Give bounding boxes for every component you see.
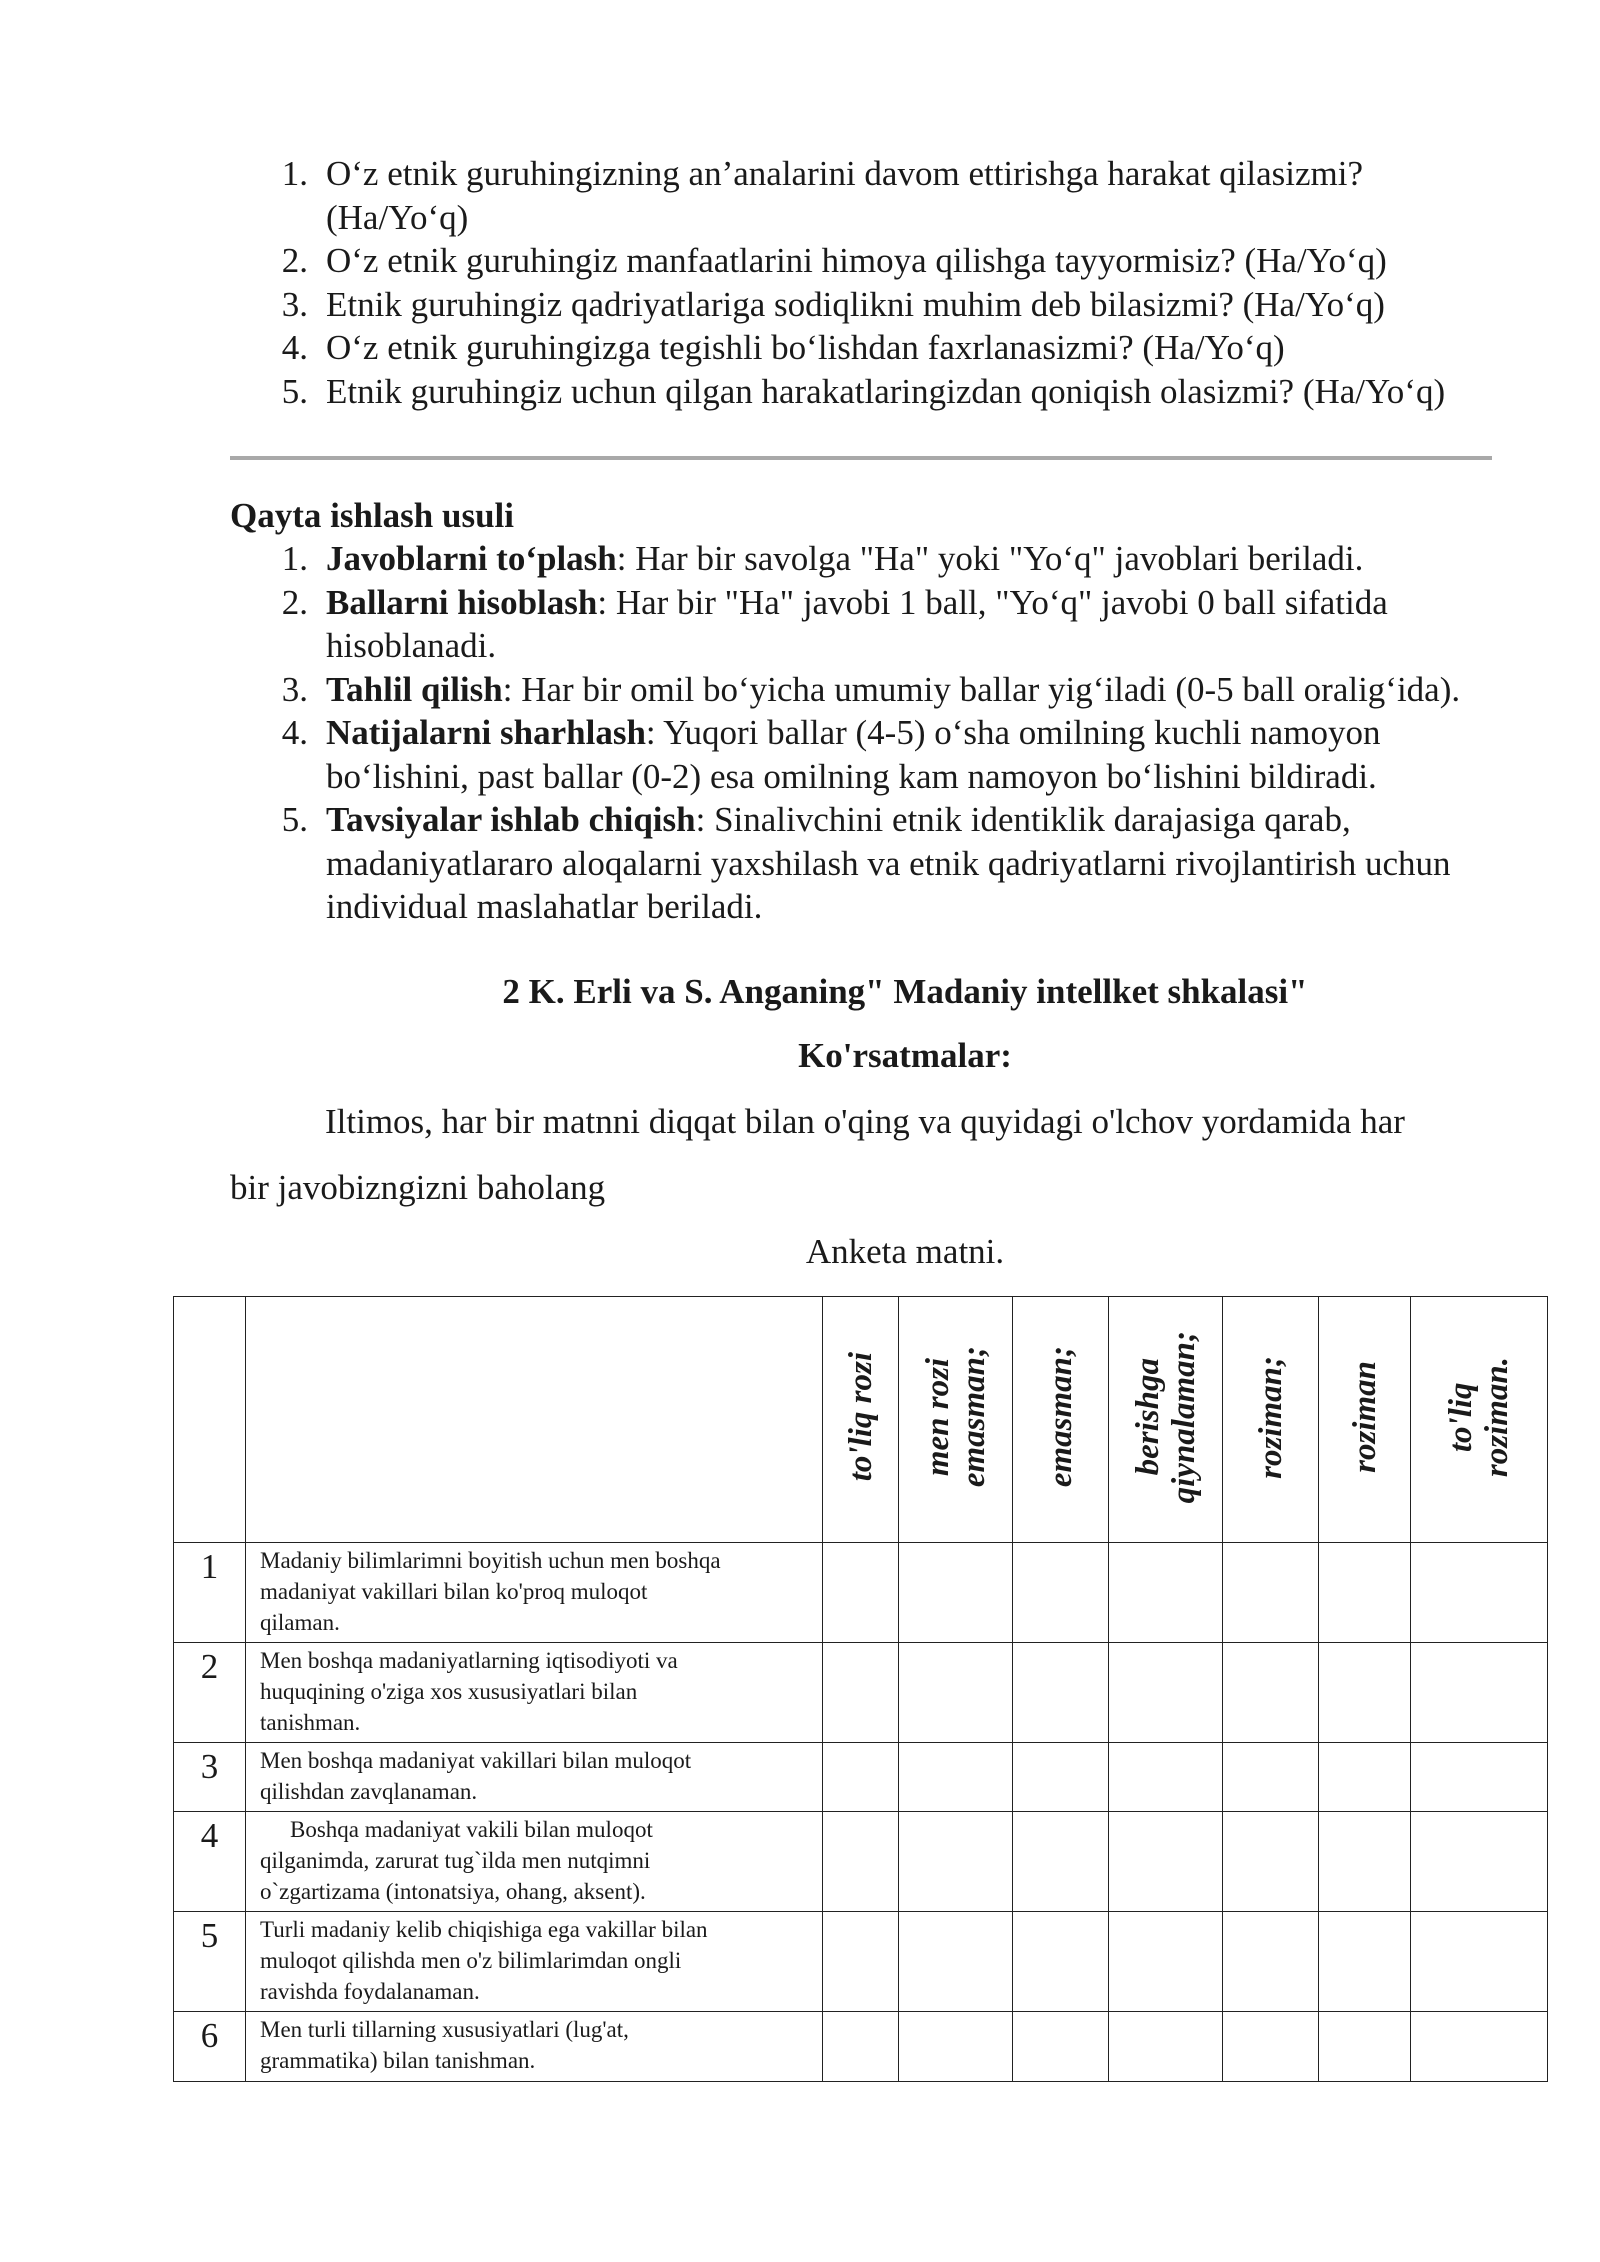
scale-label: roziman xyxy=(1346,1361,1383,1473)
row-number: 6 xyxy=(174,2012,246,2082)
rating-cell[interactable] xyxy=(1013,2012,1109,2082)
rating-cell[interactable] xyxy=(823,1543,899,1643)
list-item: 5. Etnik guruhingiz uchun qilgan harakatlaringizdan qoniqish olasizmi? (Ha/Yo‘q) xyxy=(281,371,1446,411)
rating-table xyxy=(173,1296,1548,2082)
list-item: 4. Natijalarni sharhlash: Yuqori ballar (4-5) o‘sha omilning kuchli namoyon bo‘lishini, past ballar (0-2) esa omilning kam namoyon bo‘lishini bildiradi. xyxy=(281,713,1381,796)
step-text: : Har bir omil bo‘yicha umumiy ballar yig‘iladi (0-5 ball oralig‘ida). xyxy=(502,669,1461,709)
row-number: 3 xyxy=(174,1743,246,1812)
header-scale-cell xyxy=(1013,1297,1109,1543)
rating-cell[interactable] xyxy=(823,1643,899,1743)
step-text: : Har bir savolga "Ha" yoki "Yo‘q" javoblari beriladi. xyxy=(616,539,1364,578)
list-item: 3. Tahlil qilish: Har bir omil bo‘yicha umumiy ballar yig‘iladi (0-5 ball oralig‘ida). xyxy=(281,669,1461,709)
rating-cell[interactable] xyxy=(1223,1912,1319,2012)
rating-cell[interactable] xyxy=(899,1743,1013,1812)
scale-label: to'liq roziman. xyxy=(1443,1356,1515,1478)
list-item: 2. Ballarni hisoblash: Har bir "Ha" javobi 1 ball, "Yo‘q" javobi 0 ball sifatida hisoblanadi. xyxy=(281,582,1388,665)
scale-label: to'liq rozi xyxy=(842,1352,879,1482)
step-text: : Yuqori ballar (4-5) o‘sha omilning kuchli namoyon bo‘lishini, past ballar (0-2) esa omilning kam namoyon bo‘lishini bildiradi. xyxy=(326,713,1381,796)
rating-cell[interactable] xyxy=(1411,1643,1548,1743)
question-text: O‘z etnik guruhingiz manfaatlarini himoya qilishga tayyormisiz? (Ha/Yo‘q) xyxy=(326,241,1387,280)
scale-title: 2 K. Erli va S. Anganing" Madaniy intellket shkalasi" xyxy=(502,972,1308,1011)
statement-cell: Men boshqa madaniyatlarning iqtisodiyoti va huquqining o'ziga xos xususiyatlari bilan tanishman. xyxy=(246,1643,823,1743)
header-scale-cell xyxy=(823,1297,899,1543)
question-text: O‘z etnik guruhingizning an’analarini davom ettirishga harakat qilasizmi? (Ha/Yo‘q) xyxy=(326,154,1364,237)
row-number: 1 xyxy=(174,1543,246,1643)
scale-label: berishga qiynalaman; xyxy=(1129,1330,1202,1504)
step-term: Natijalarni sharhlash xyxy=(326,713,646,752)
instructions-text-line2: bir javobizngizni baholang xyxy=(230,1168,606,1207)
table-row xyxy=(174,1812,1548,1912)
rating-cell[interactable] xyxy=(823,1812,899,1912)
rating-cell[interactable] xyxy=(1109,1743,1223,1812)
step-text: : Sinalivchini etnik identiklik darajasiga qarab, madaniyatlararo aloqalarni yaxshilash va etnik qadriyatlarni rivojlantirish uchun individual maslahatlar beriladi. xyxy=(326,800,1451,926)
statement-cell: Men turli tillarning xususiyatlari (lug'at, grammatika) bilan tanishman. xyxy=(246,2012,823,2082)
questionnaire-title: Anketa matni. xyxy=(805,1232,1005,1271)
list-item: 5. Tavsiyalar ishlab chiqish: Sinalivchini etnik identiklik darajasiga qarab, madaniyatlararo aloqalarni yaxshilash va etnik qadriyatlarni rivojlantirish uchun individual maslahatlar beriladi. xyxy=(281,800,1451,926)
header-scale-cell xyxy=(1411,1297,1548,1543)
table-row xyxy=(174,2012,1548,2082)
rating-cell[interactable] xyxy=(1013,1643,1109,1743)
rating-cell[interactable] xyxy=(1319,1643,1411,1743)
instructions-text-line1: Iltimos, har bir matnni diqqat bilan o'qing va quyidagi o'lchov yordamida har xyxy=(325,1102,1405,1141)
statement-cell: Madaniy bilimlarimni boyitish uchun men boshqa madaniyat vakillari bilan ko'proq muloqot qilaman. xyxy=(246,1543,823,1643)
list-item: 2. O‘z etnik guruhingiz manfaatlarini himoya qilishga tayyormisiz? (Ha/Yo‘q) xyxy=(281,241,1387,280)
rating-cell[interactable] xyxy=(1013,1743,1109,1812)
rating-cell[interactable] xyxy=(1109,1912,1223,2012)
header-scale-cell xyxy=(899,1297,1013,1543)
rating-cell[interactable] xyxy=(1411,2012,1548,2082)
method-heading: Qayta ishlash usuli xyxy=(230,496,514,535)
step-text: : Har bir "Ha" javobi 1 ball, "Yo‘q" javobi 0 ball sifatida hisoblanadi. xyxy=(326,582,1388,665)
rating-cell[interactable] xyxy=(1319,1543,1411,1643)
step-term: Ballarni hisoblash xyxy=(326,582,598,622)
rating-cell[interactable] xyxy=(1013,1912,1109,2012)
question-text: Etnik guruhingiz uchun qilgan harakatlaringizdan qoniqish olasizmi? (Ha/Yo‘q) xyxy=(326,371,1446,411)
rating-cell[interactable] xyxy=(1013,1812,1109,1912)
rating-cell[interactable] xyxy=(1411,1912,1548,2012)
rating-cell[interactable] xyxy=(1109,2012,1223,2082)
rating-cell[interactable] xyxy=(1319,1812,1411,1912)
table-row xyxy=(174,1912,1548,2012)
rating-cell[interactable] xyxy=(1411,1743,1548,1812)
rating-cell[interactable] xyxy=(899,1543,1013,1643)
header-scale-cell xyxy=(1223,1297,1319,1543)
rating-cell[interactable] xyxy=(1319,1912,1411,2012)
list-item: 3. Etnik guruhingiz qadriyatlariga sodiqlikni muhim deb bilasizmi? (Ha/Yo‘q) xyxy=(281,284,1385,324)
rating-cell[interactable] xyxy=(1223,2012,1319,2082)
rating-cell[interactable] xyxy=(823,2012,899,2082)
question-text: Etnik guruhingiz qadriyatlariga sodiqlikni muhim deb bilasizmi? (Ha/Yo‘q) xyxy=(326,284,1385,324)
question-text: O‘z etnik guruhingizga tegishli bo‘lishdan faxrlanasizmi? (Ha/Yo‘q) xyxy=(326,328,1285,367)
scale-label: roziman; xyxy=(1252,1355,1289,1479)
step-term: Tavsiyalar ishlab chiqish xyxy=(326,800,696,839)
rating-cell[interactable] xyxy=(1223,1643,1319,1743)
rating-cell[interactable] xyxy=(899,1912,1013,2012)
rating-cell[interactable] xyxy=(1319,1743,1411,1812)
header-text-cell xyxy=(246,1297,823,1543)
step-term: Tahlil qilish xyxy=(326,669,503,709)
statement-cell: Boshqa madaniyat vakili bilan muloqot qilganimda, zarurat tug`ilda men nutqimni o`zgartizama (intonatsiya, ohang, aksent). xyxy=(246,1812,823,1912)
list-item: 1. Javoblarni to‘plash: Har bir savolga "Ha" yoki "Yo‘q" javoblari beriladi. xyxy=(281,539,1364,578)
questions-list xyxy=(268,152,1498,413)
rating-cell[interactable] xyxy=(1411,1543,1548,1643)
rating-cell[interactable] xyxy=(899,1643,1013,1743)
header-scale-cell xyxy=(1109,1297,1223,1543)
table-header-row xyxy=(174,1297,1548,1543)
list-item: 4. O‘z etnik guruhingizga tegishli bo‘lishdan faxrlanasizmi? (Ha/Yo‘q) xyxy=(281,328,1285,367)
method-steps-list xyxy=(268,537,1498,929)
list-item: 1. O‘z etnik guruhingizning an’analarini davom ettirishga harakat qilasizmi? (Ha/Yo‘q) xyxy=(281,154,1364,237)
rating-cell[interactable] xyxy=(1013,1543,1109,1643)
rating-cell[interactable] xyxy=(1319,2012,1411,2082)
rating-cell[interactable] xyxy=(1411,1812,1548,1912)
rating-cell[interactable] xyxy=(823,1743,899,1812)
row-number: 5 xyxy=(174,1912,246,2012)
rating-cell[interactable] xyxy=(1109,1812,1223,1912)
header-scale-cell xyxy=(1319,1297,1411,1543)
table-row xyxy=(174,1743,1548,1812)
instructions-heading: Ko'rsatmalar: xyxy=(798,1036,1012,1075)
rating-cell[interactable] xyxy=(1109,1543,1223,1643)
header-num-cell xyxy=(174,1297,246,1543)
scale-label: men rozi emasman; xyxy=(919,1346,992,1488)
rating-cell[interactable] xyxy=(899,1812,1013,1912)
step-term: Javoblarni to‘plash xyxy=(326,539,617,578)
table-row xyxy=(174,1543,1548,1643)
row-number: 4 xyxy=(174,1812,246,1912)
rating-cell[interactable] xyxy=(1223,1543,1319,1643)
horizontal-divider xyxy=(230,456,1492,460)
rating-cell[interactable] xyxy=(823,1912,899,2012)
statement-cell: Men boshqa madaniyat vakillari bilan muloqot qilishdan zavqlanaman. xyxy=(246,1743,823,1812)
scale-label: emasman; xyxy=(1042,1346,1079,1488)
table-row xyxy=(174,1643,1548,1743)
rating-cell[interactable] xyxy=(899,2012,1013,2082)
rating-cell[interactable] xyxy=(1109,1643,1223,1743)
row-number: 2 xyxy=(174,1643,246,1743)
rating-cell[interactable] xyxy=(1223,1743,1319,1812)
rating-cell[interactable] xyxy=(1223,1812,1319,1912)
statement-cell: Turli madaniy kelib chiqishiga ega vakillar bilan muloqot qilishda men o'z bilimlarimdan ongli ravishda foydalanaman. xyxy=(246,1912,823,2012)
